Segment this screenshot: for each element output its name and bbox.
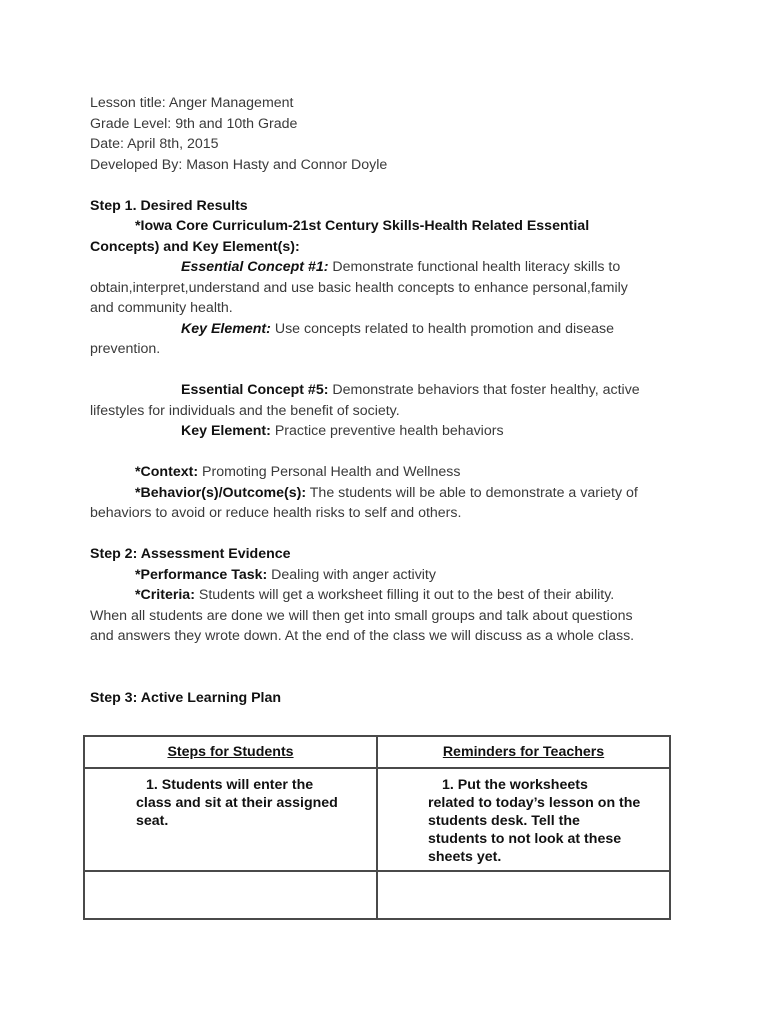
- table-cell-teachers: [377, 768, 670, 871]
- spacer: [90, 647, 675, 668]
- grade-level-line: [90, 114, 675, 135]
- criteria-line-3: and answers they wrote down. At the end of the class we will discuss as a whole class.: [90, 628, 635, 644]
- date-value: April 8th, 2015: [127, 136, 219, 152]
- behavior-line-1: [90, 483, 675, 504]
- table-row: [84, 768, 670, 871]
- concept1-line-3: and community health.: [90, 300, 233, 316]
- date-line: [90, 134, 675, 155]
- step3-heading: Step 3: Active Learning Plan: [90, 689, 282, 706]
- criteria-line-1: [90, 585, 675, 606]
- task-label: *Performance Task:: [135, 566, 268, 583]
- table-cell-teachers-empty: [377, 871, 670, 919]
- students-step-line: seat.: [136, 813, 169, 829]
- students-step-line: 1. Students will enter the: [146, 777, 314, 793]
- criteria-text: Students will get a worksheet filling it out to the best of their ability.: [194, 587, 615, 603]
- cell-content: [85, 769, 376, 870]
- key1-line-2: prevention.: [90, 341, 161, 357]
- context-line: [90, 462, 675, 483]
- cell-content: [378, 769, 669, 870]
- concept1-line-2: obtain,interpret,understand and use basic health concepts to enhance personal,family: [90, 279, 628, 296]
- key1-line-1: [90, 319, 675, 340]
- context-text: Promoting Personal Health and Wellness: [198, 464, 461, 480]
- empty-cell: [85, 872, 376, 918]
- spacer: [90, 442, 675, 463]
- teachers-reminder-1: [378, 769, 669, 866]
- criteria-line-2: When all students are done we will then get into small groups and talk about questions: [90, 607, 633, 624]
- behavior-label: *Behavior(s)/Outcome(s):: [135, 484, 307, 501]
- curriculum-line-1: *Iowa Core Curriculum-21st Century Skills-Health Related Essential: [135, 218, 590, 234]
- table-header-cell: [84, 736, 377, 768]
- column-header-teachers: Reminders for Teachers: [442, 744, 605, 760]
- step2-heading: Step 2: Assessment Evidence: [90, 546, 291, 562]
- key5-line: [90, 421, 675, 442]
- lesson-title-line: [90, 93, 675, 114]
- concept5-label: Essential Concept #5:: [181, 382, 329, 398]
- key1-text: Use concepts related to health promotion and disease: [270, 320, 614, 337]
- developed-by-label: Developed By:: [90, 156, 187, 173]
- grade-level-value: 9th and 10th Grade: [175, 115, 298, 132]
- active-learning-plan-table: [83, 735, 671, 920]
- concept5-text: Demonstrate behaviors that foster healthy, active: [328, 382, 640, 398]
- students-step-1: [85, 769, 376, 830]
- teachers-reminder-line: 1. Put the worksheets: [442, 777, 588, 793]
- developed-by-line: [90, 155, 675, 176]
- spacer: [90, 360, 675, 381]
- date-label: Date:: [90, 136, 128, 152]
- developed-by-value: Mason Hasty and Connor Doyle: [186, 156, 388, 173]
- lesson-plan-document: [90, 93, 675, 708]
- teachers-reminder-line: sheets yet.: [428, 849, 502, 865]
- concept5-line-1: [90, 380, 675, 401]
- lesson-title-value: Anger Management: [168, 95, 294, 111]
- empty-cell: [378, 872, 669, 918]
- table-header-cell: [377, 736, 670, 768]
- teachers-reminder-line: students desk. Tell the: [428, 813, 580, 829]
- concept1-label: Essential Concept #1:: [181, 259, 329, 275]
- table-row: [84, 871, 670, 919]
- spacer: [90, 667, 675, 688]
- table-cell-students: [84, 768, 377, 871]
- grade-level-label: Grade Level:: [90, 115, 176, 132]
- key5-label: Key Element:: [181, 423, 271, 439]
- behavior-line-2: behaviors to avoid or reduce health risks to self and others.: [90, 505, 462, 521]
- teachers-reminder-line: related to today’s lesson on the: [428, 795, 641, 811]
- column-header-students: Steps for Students: [167, 744, 294, 760]
- task-line: [90, 565, 675, 586]
- key5-text: Practice preventive health behaviors: [270, 423, 504, 439]
- lesson-title-label: Lesson title:: [90, 95, 169, 111]
- step1-heading: Step 1. Desired Results: [90, 197, 248, 214]
- concept1-line-1: [90, 257, 675, 278]
- curriculum-line-2: Concepts) and Key Element(s):: [90, 238, 300, 255]
- students-step-line: class and sit at their assigned: [136, 795, 338, 811]
- task-text: Dealing with anger activity: [267, 566, 436, 583]
- spacer: [90, 524, 675, 545]
- teachers-reminder-line: students to not look at these: [428, 831, 622, 847]
- concept1-text: Demonstrate functional health literacy skills to: [328, 259, 621, 275]
- key1-label: Key Element:: [181, 320, 271, 337]
- concept5-line-2: lifestyles for individuals and the benefit of society.: [90, 402, 400, 419]
- table-cell-students-empty: [84, 871, 377, 919]
- spacer: [90, 175, 675, 196]
- criteria-label: *Criteria:: [135, 587, 195, 603]
- context-label: *Context:: [135, 464, 199, 480]
- table-header-row: [84, 736, 670, 768]
- behavior-text: The students will be able to demonstrate a variety of: [306, 484, 638, 501]
